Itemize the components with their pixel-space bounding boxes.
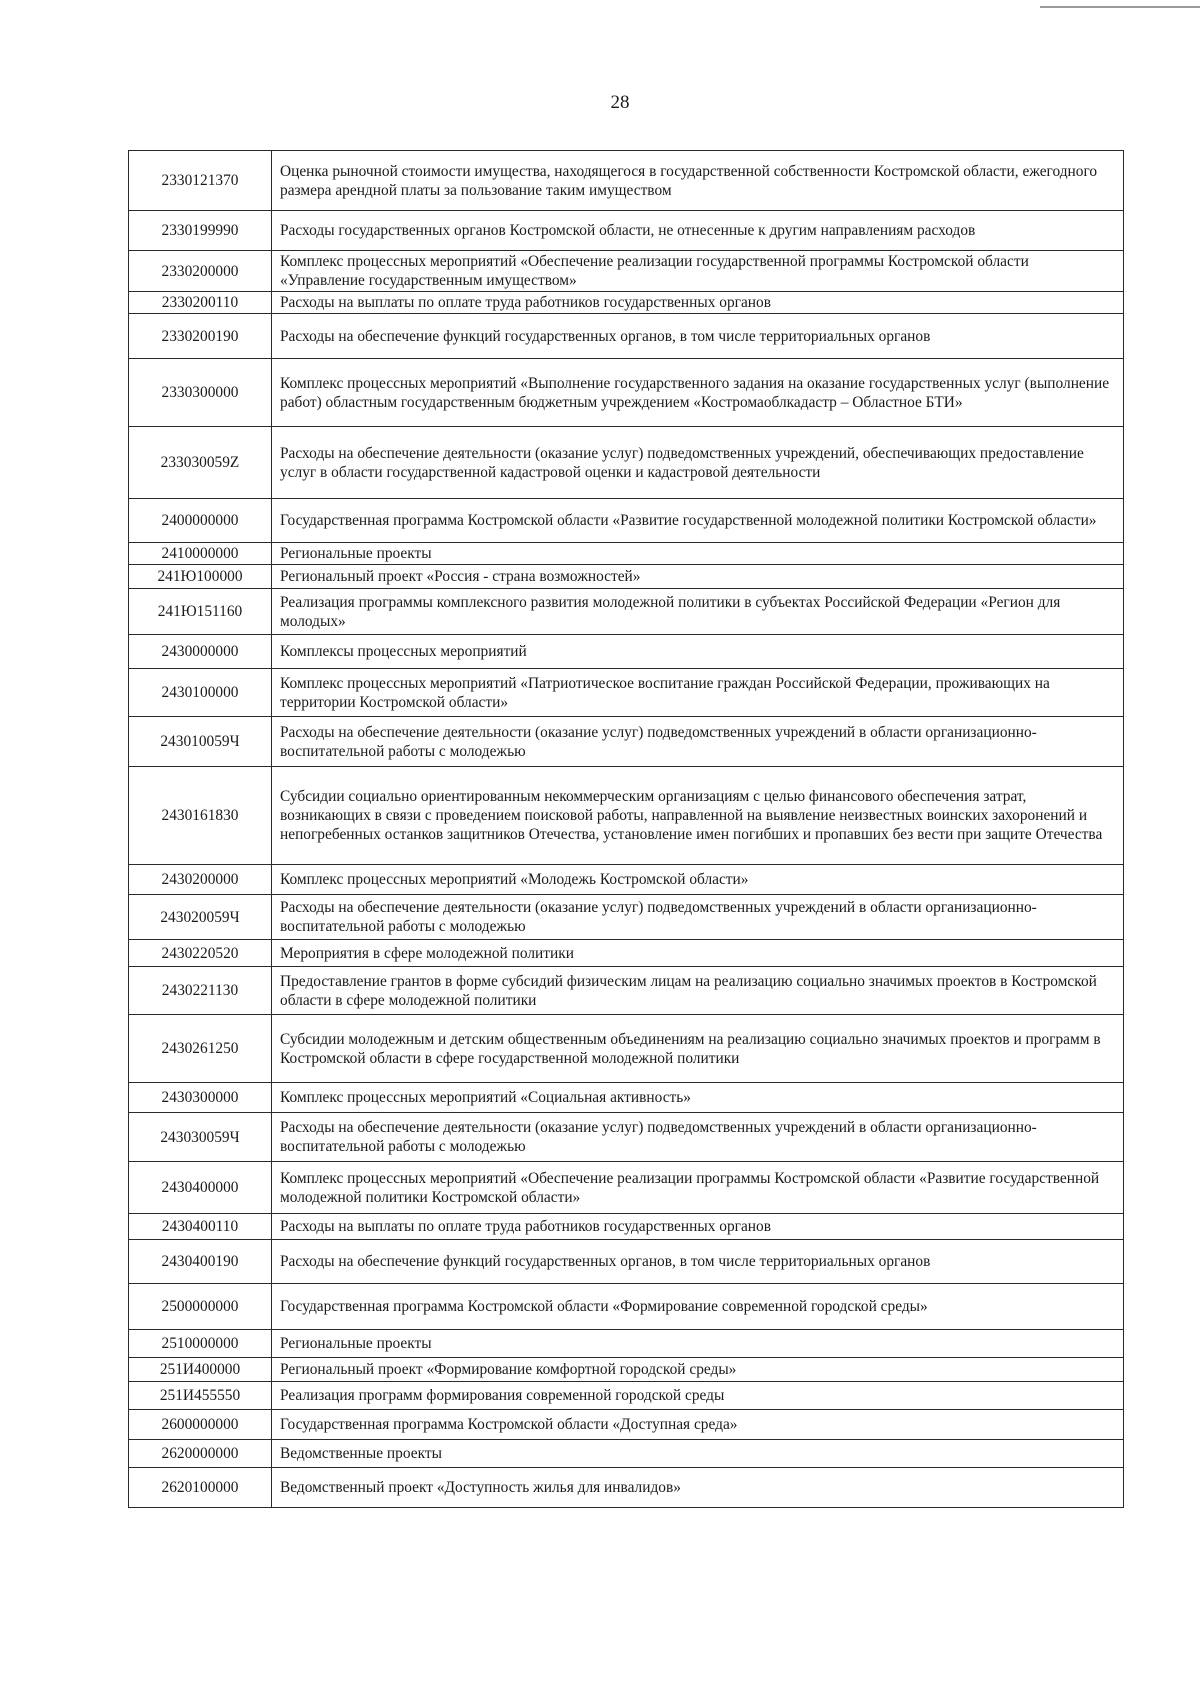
table-row: [129, 1358, 1124, 1382]
row-description: Расходы на обеспечение функций государственных органов, в том числе территориальных органов: [272, 314, 1124, 359]
table-row: [129, 669, 1124, 717]
table-row: [129, 717, 1124, 767]
table-row: [129, 967, 1124, 1015]
row-description: Государственная программа Костромской области «Доступная среда»: [272, 1410, 1124, 1440]
row-code: 243020059Ч: [129, 895, 272, 940]
row-description: Оценка рыночной стоимости имущества, находящегося в государственной собственности Костромской области, ежегодного размера арендной платы за пользование таким имуществом: [272, 151, 1124, 211]
row-description: Комплекс процессных мероприятий «Обеспечение реализации программы Костромской области «Развитие государственной молодежной политики Костромской области»: [272, 1162, 1124, 1214]
row-description: Региональный проект «Россия - страна возможностей»: [272, 565, 1124, 589]
table-row: [129, 1440, 1124, 1468]
row-description: Комплексы процессных мероприятий: [272, 635, 1124, 669]
row-description: Комплекс процессных мероприятий «Патриотическое воспитание граждан Российской Федерации, проживающих на территории Костромской области»: [272, 669, 1124, 717]
row-description: Государственная программа Костромской области «Развитие государственной молодежной политики Костромской области»: [272, 499, 1124, 543]
row-code: 2330200190: [129, 314, 272, 359]
table-row: [129, 1410, 1124, 1440]
row-code: 2430221130: [129, 967, 272, 1015]
row-code: 2330121370: [129, 151, 272, 211]
row-code: 2430261250: [129, 1015, 272, 1083]
table-row: [129, 635, 1124, 669]
table-row: [129, 1162, 1124, 1214]
table-row: [129, 865, 1124, 895]
row-description: Расходы на обеспечение деятельности (оказание услуг) подведомственных учреждений в области организационно-воспитательной работы с молодежью: [272, 895, 1124, 940]
row-code: 2430400190: [129, 1240, 272, 1284]
table-row: [129, 940, 1124, 967]
table-row: [129, 1113, 1124, 1162]
row-code: 251И455550: [129, 1382, 272, 1410]
row-description: Расходы на выплаты по оплате труда работников государственных органов: [272, 292, 1124, 314]
page-number: 28: [610, 92, 630, 113]
row-code: 2430400110: [129, 1214, 272, 1240]
row-code: 2330300000: [129, 359, 272, 427]
row-code: 2400000000: [129, 499, 272, 543]
table-row: [129, 427, 1124, 499]
row-description: Ведомственный проект «Доступность жилья для инвалидов»: [272, 1468, 1124, 1508]
row-code: 2430400000: [129, 1162, 272, 1214]
row-description: Реализация программ формирования современной городской среды: [272, 1382, 1124, 1410]
row-code: 2500000000: [129, 1284, 272, 1330]
row-code: 241Ю151160: [129, 589, 272, 635]
table-row: [129, 314, 1124, 359]
row-code: 2430100000: [129, 669, 272, 717]
row-description: Расходы на обеспечение функций государственных органов, в том числе территориальных органов: [272, 1240, 1124, 1284]
table-row: [129, 1083, 1124, 1113]
table-row: [129, 292, 1124, 314]
table-body: [129, 151, 1124, 1508]
table-row: [129, 499, 1124, 543]
row-code: 2430300000: [129, 1083, 272, 1113]
table-row: [129, 211, 1124, 251]
table-row: [129, 1015, 1124, 1083]
row-description: Государственная программа Костромской области «Формирование современной городской среды»: [272, 1284, 1124, 1330]
table-row: [129, 251, 1124, 292]
table-row: [129, 767, 1124, 865]
row-code: 251И400000: [129, 1358, 272, 1382]
row-code: 2620000000: [129, 1440, 272, 1468]
row-code: 2330200000: [129, 251, 272, 292]
row-description: Мероприятия в сфере молодежной политики: [272, 940, 1124, 967]
row-description: Региональный проект «Формирование комфортной городской среды»: [272, 1358, 1124, 1382]
table-row: [129, 565, 1124, 589]
row-description: Комплекс процессных мероприятий «Выполнение государственного задания на оказание государственных услуг (выполнение работ) областным государственным бюджетным учреждением «Костромаоблкадастр – Областное БТИ»: [272, 359, 1124, 427]
scan-edge-mark: [1040, 6, 1200, 8]
row-code: 2430200000: [129, 865, 272, 895]
row-code: 233030059Z: [129, 427, 272, 499]
row-description: Региональные проекты: [272, 543, 1124, 565]
table-row: [129, 1284, 1124, 1330]
row-code: 241Ю100000: [129, 565, 272, 589]
row-description: Расходы на обеспечение деятельности (оказание услуг) подведомственных учреждений в области организационно-воспитательной работы с молодежью: [272, 717, 1124, 767]
row-description: Комплекс процессных мероприятий «Обеспечение реализации государственной программы Костромской области «Управление государственным имуществом»: [272, 251, 1124, 292]
row-description: Расходы на обеспечение деятельности (оказание услуг) подведомственных учреждений в области организационно-воспитательной работы с молодежью: [272, 1113, 1124, 1162]
row-description: Комплекс процессных мероприятий «Молодежь Костромской области»: [272, 865, 1124, 895]
table-row: [129, 1214, 1124, 1240]
row-code: 2430220520: [129, 940, 272, 967]
row-code: 2510000000: [129, 1330, 272, 1358]
row-description: Реализация программы комплексного развития молодежной политики в субъектах Российской Федерации «Регион для молодых»: [272, 589, 1124, 635]
row-description: Субсидии молодежным и детским общественным объединениям на реализацию социально значимых проектов и программ в Костромской области в сфере государственной молодежной политики: [272, 1015, 1124, 1083]
table-row: [129, 895, 1124, 940]
row-description: Ведомственные проекты: [272, 1440, 1124, 1468]
row-description: Расходы государственных органов Костромской области, не отнесенные к другим направлениям расходов: [272, 211, 1124, 251]
row-code: 2330199990: [129, 211, 272, 251]
row-code: 2430000000: [129, 635, 272, 669]
table-row: [129, 359, 1124, 427]
row-code: 2620100000: [129, 1468, 272, 1508]
row-description: Региональные проекты: [272, 1330, 1124, 1358]
budget-classification-table: [128, 150, 1124, 1508]
row-description: Субсидии социально ориентированным некоммерческим организациям с целью финансового обеспечения затрат, возникающих в связи с проведением поисковой работы, направленной на выявление неизвестных воинских захоронений и непогребенных останков защитников Отечества, установление имен погибших и пропавших без вести при защите Отечества: [272, 767, 1124, 865]
table-row: [129, 1468, 1124, 1508]
table-row: [129, 1330, 1124, 1358]
table-row: [129, 543, 1124, 565]
table-row: [129, 1382, 1124, 1410]
row-code: 2430161830: [129, 767, 272, 865]
table-row: [129, 151, 1124, 211]
row-description: Предоставление грантов в форме субсидий физическим лицам на реализацию социально значимых проектов в Костромской области в сфере молодежной политики: [272, 967, 1124, 1015]
row-description: Расходы на обеспечение деятельности (оказание услуг) подведомственных учреждений, обеспечивающих предоставление услуг в области государственной кадастровой оценки и кадастровой деятельности: [272, 427, 1124, 499]
row-code: 243010059Ч: [129, 717, 272, 767]
row-code: 2330200110: [129, 292, 272, 314]
row-description: Расходы на выплаты по оплате труда работников государственных органов: [272, 1214, 1124, 1240]
table-row: [129, 589, 1124, 635]
row-description: Комплекс процессных мероприятий «Социальная активность»: [272, 1083, 1124, 1113]
table-row: [129, 1240, 1124, 1284]
row-code: 243030059Ч: [129, 1113, 272, 1162]
row-code: 2600000000: [129, 1410, 272, 1440]
row-code: 2410000000: [129, 543, 272, 565]
